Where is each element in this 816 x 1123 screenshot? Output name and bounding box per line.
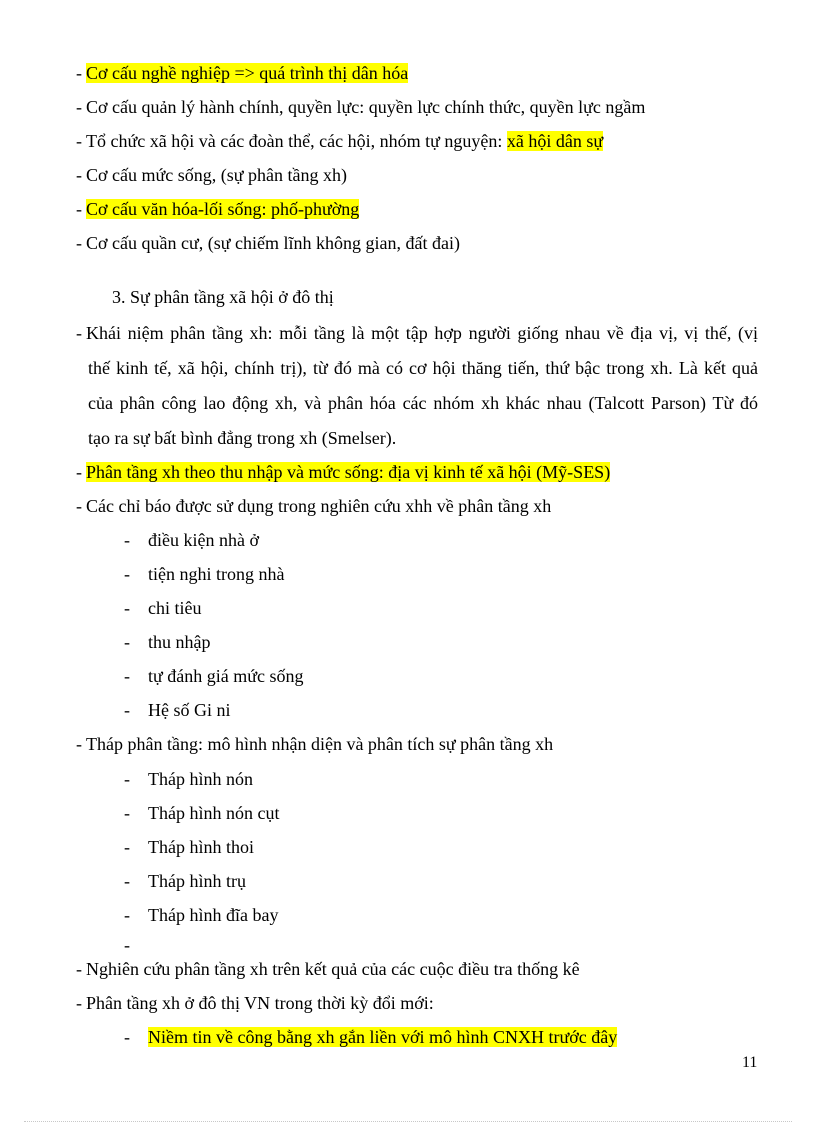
bullet-line <box>76 232 460 254</box>
highlighted-text: Phân tầng xh theo thu nhập và mức sống: địa vị kinh tế xã hội (Mỹ-SES) <box>86 462 611 482</box>
text-run: thu nhập <box>148 632 211 652</box>
bullet-line <box>76 992 434 1014</box>
text-run: tiện nghi trong nhà <box>148 564 285 584</box>
sub-bullet <box>124 563 284 585</box>
highlighted-text: Niềm tin về công bằng xh gắn liền với mô hình CNXH trước đây <box>148 1027 618 1047</box>
bullet-line <box>76 198 359 220</box>
text-run: Phân tầng xh ở đô thị VN trong thời kỳ đổi mới: <box>86 993 434 1013</box>
dash-marker: - <box>124 803 130 823</box>
sub-bullet <box>124 597 201 619</box>
highlighted-text: Cơ cấu văn hóa-lối sống: phố-phường <box>86 199 360 219</box>
sub-bullet <box>124 904 278 926</box>
paragraph-line: thế kinh tế, xã hội, chính trị), từ đó mà có cơ hội thăng tiến, thứ bậc trong xh. Là kết quả <box>88 358 758 378</box>
text-run: Hệ số Gi ni <box>148 700 231 720</box>
paragraph-line: của phân công lao động xh, và phân hóa các nhóm xh khác nhau (Talcott Parson) Từ đó <box>88 393 758 413</box>
text-run: Khái niệm phân tầng xh: mỗi tầng là một tập hợp người giống nhau về địa vị, vị thế, (vị <box>86 323 758 343</box>
sub-bullet <box>124 631 211 653</box>
dash-marker: - <box>124 769 130 789</box>
dash-marker: - <box>76 97 82 117</box>
sub-bullet <box>124 836 254 858</box>
sub-bullet <box>124 802 279 824</box>
text-run: Tháp hình trụ <box>148 871 246 891</box>
dash-marker: - <box>124 1027 130 1047</box>
dash-marker: - <box>76 496 82 516</box>
bullet-line <box>76 461 610 483</box>
sub-bullet-empty <box>124 934 148 956</box>
dash-marker: - <box>124 666 130 686</box>
dash-marker: - <box>124 935 130 955</box>
dash-marker: - <box>124 564 130 584</box>
text-run: Tháp hình nón <box>148 769 253 789</box>
dash-marker: - <box>124 871 130 891</box>
dash-marker: - <box>76 959 82 979</box>
sub-bullet <box>124 870 246 892</box>
text-run: Cơ cấu quần cư, (sự chiếm lĩnh không gian, đất đai) <box>86 233 460 253</box>
page-number: 11 <box>742 1054 758 1071</box>
text-run: Tháp hình nón cụt <box>148 803 280 823</box>
bullet-line <box>76 733 553 755</box>
text-run: Cơ cấu mức sống, (sự phân tầng xh) <box>86 165 347 185</box>
dash-marker: - <box>124 632 130 652</box>
text-run: Tháp phân tầng: mô hình nhận diện và phân tích sự phân tầng xh <box>86 734 554 754</box>
highlighted-text: xã hội dân sự <box>506 131 604 151</box>
section-heading: 3. Sự phân tầng xã hội ở đô thị <box>112 287 334 307</box>
dash-marker: - <box>76 165 82 185</box>
paragraph-line <box>76 322 758 344</box>
dash-marker: - <box>124 598 130 618</box>
paragraph-line: tạo ra sự bất bình đẳng trong xh (Smelser). <box>88 428 397 448</box>
text-run: Tháp hình thoi <box>148 837 254 857</box>
dash-marker: - <box>124 530 130 550</box>
dash-marker: - <box>76 323 82 343</box>
page-footer-rule <box>24 1121 792 1122</box>
bullet-line <box>76 495 551 517</box>
dash-marker: - <box>76 131 82 151</box>
bullet-line <box>76 130 603 152</box>
sub-bullet <box>124 529 259 551</box>
dash-marker: - <box>76 63 82 83</box>
bullet-line <box>76 96 645 118</box>
bullet-line <box>76 62 408 84</box>
text-run: Nghiên cứu phân tầng xh trên kết quả của các cuộc điều tra thống kê <box>86 959 580 979</box>
text-run: tự đánh giá mức sống <box>148 666 304 686</box>
dash-marker: - <box>76 993 82 1013</box>
text-run: điều kiện nhà ở <box>148 530 259 550</box>
text-run: Cơ cấu quản lý hành chính, quyền lực: quyền lực chính thức, quyền lực ngầm <box>86 97 646 117</box>
sub-bullet <box>124 665 304 687</box>
dash-marker: - <box>76 199 82 219</box>
text-run: chi tiêu <box>148 598 202 618</box>
bullet-line <box>76 164 347 186</box>
dash-marker: - <box>124 700 130 720</box>
sub-bullet <box>124 768 253 790</box>
highlighted-text: Cơ cấu nghề nghiệp => quá trình thị dân hóa <box>86 63 409 83</box>
dash-marker: - <box>76 734 82 754</box>
dash-marker: - <box>124 837 130 857</box>
text-run: Tháp hình đĩa bay <box>148 905 279 925</box>
text-run: Các chỉ báo được sử dụng trong nghiên cứu xhh về phân tầng xh <box>86 496 552 516</box>
dash-marker: - <box>76 462 82 482</box>
bullet-line <box>76 958 580 980</box>
text-run: Tổ chức xã hội và các đoàn thể, các hội, nhóm tự nguyện: <box>86 131 507 151</box>
dash-marker: - <box>124 905 130 925</box>
sub-bullet <box>124 699 231 721</box>
dash-marker: - <box>76 233 82 253</box>
sub-bullet <box>124 1026 617 1048</box>
